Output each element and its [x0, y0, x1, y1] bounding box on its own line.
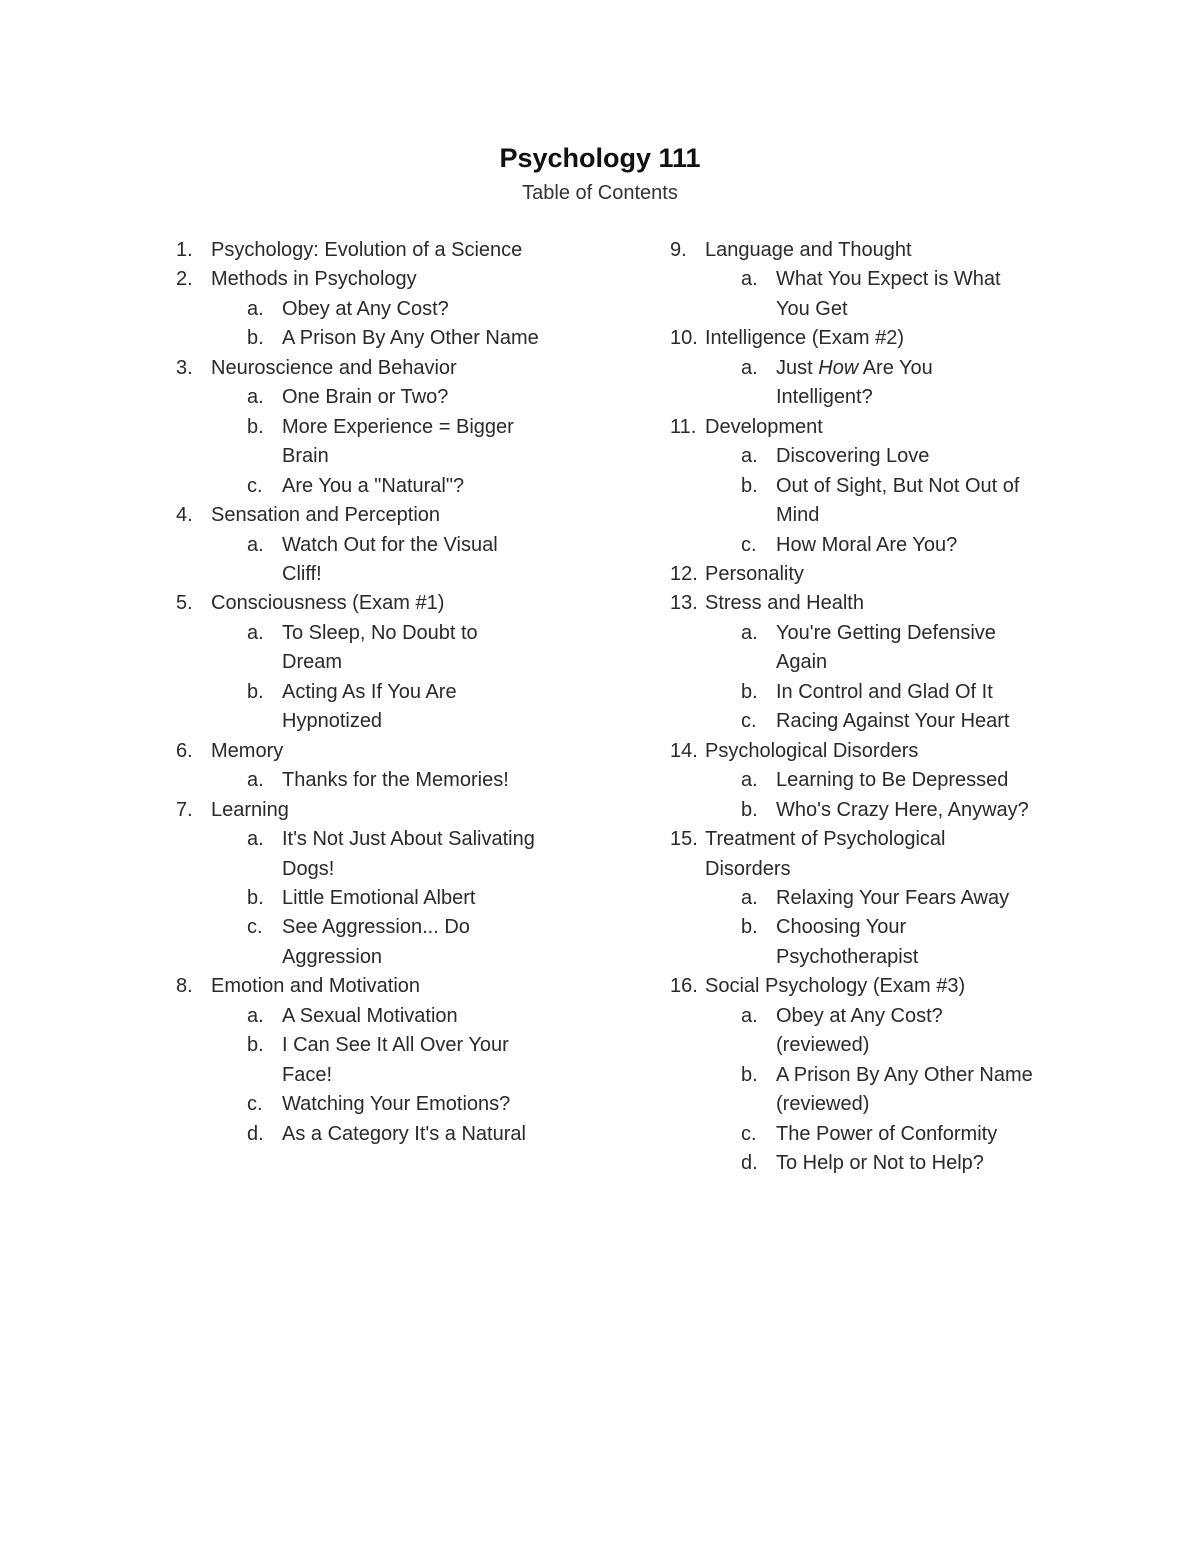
toc-column-left	[176, 236, 596, 1149]
toc-chapter	[176, 589, 596, 618]
subitem-letter: a.	[247, 297, 264, 320]
subitem-title: To Sleep, No Doubt to	[282, 621, 478, 644]
document-title: Psychology 111	[499, 143, 701, 173]
subitem-letter: a.	[741, 1004, 758, 1027]
chapter-title: Methods in Psychology	[211, 268, 417, 291]
subitem-title: Racing Against Your Heart	[776, 710, 1010, 733]
subitem-letter: c.	[741, 1122, 757, 1145]
chapter-number: 16.	[670, 975, 698, 998]
subitem-letter: c.	[741, 533, 757, 556]
toc-subitem	[176, 1002, 596, 1031]
chapter-number: 4.	[176, 504, 193, 527]
toc-subitem-continuation	[176, 707, 596, 736]
chapter-title: Social Psychology (Exam #3)	[705, 975, 966, 998]
toc-subitem-continuation	[176, 648, 596, 677]
subitem-title: One Brain or Two?	[282, 386, 449, 409]
subitem-letter: b.	[741, 916, 758, 939]
subitem-letter: d.	[247, 1122, 264, 1145]
chapter-number: 15.	[670, 828, 698, 851]
chapter-title-cont: Disorders	[705, 857, 791, 880]
subitem-letter: b.	[741, 680, 758, 703]
chapter-number: 12.	[670, 562, 698, 585]
subitem-letter: d.	[741, 1152, 758, 1175]
chapter-number: 5.	[176, 592, 193, 615]
subitem-letter: c.	[741, 710, 757, 733]
toc-chapter	[176, 501, 596, 530]
chapter-title: Sensation and Perception	[211, 504, 441, 527]
toc-subitem	[176, 324, 596, 353]
subitem-title-cont: Face!	[282, 1063, 333, 1086]
toc-subitem	[670, 1002, 1110, 1031]
subitem-title: I Can See It All Over Your	[282, 1034, 509, 1057]
toc-chapter	[670, 589, 1110, 618]
toc-subitem-continuation	[670, 501, 1110, 530]
subitem-title: Watch Out for the Visual	[282, 533, 498, 556]
subitem-title-cont: Dream	[282, 651, 343, 674]
toc-chapter	[176, 236, 596, 265]
toc-chapter	[176, 796, 596, 825]
subitem-title: A Prison By Any Other Name	[282, 327, 539, 350]
chapter-number: 13.	[670, 592, 698, 615]
chapter-title: Psychological Disorders	[705, 739, 919, 762]
chapter-title: Personality	[705, 562, 804, 585]
chapter-number: 14.	[670, 739, 698, 762]
chapter-number: 2.	[176, 268, 193, 291]
toc-chapter	[176, 265, 596, 294]
chapter-title: Psychology: Evolution of a Science	[211, 239, 523, 261]
toc-subitem	[176, 1120, 596, 1149]
toc-subitem	[670, 678, 1110, 707]
toc-subitem-continuation	[176, 1061, 596, 1090]
toc-subitem-continuation	[670, 1090, 1110, 1119]
subitem-letter: c.	[247, 916, 263, 939]
subitem-letter: a.	[741, 621, 758, 644]
toc-chapter	[670, 737, 1110, 766]
subitem-title: To Help or Not to Help?	[776, 1152, 984, 1175]
chapter-number: 1.	[176, 239, 193, 261]
subitem-title-cont: Aggression	[282, 945, 383, 968]
subitem-title: Discovering Love	[776, 445, 930, 468]
document-subtitle: Table of Contents	[522, 182, 678, 204]
toc-subitem-continuation	[176, 855, 596, 884]
chapter-title: Stress and Health	[705, 592, 864, 615]
subitem-letter: b.	[741, 798, 758, 821]
toc-subitem	[670, 766, 1110, 795]
subitem-letter: b.	[247, 886, 264, 909]
subitem-title: Little Emotional Albert	[282, 886, 476, 909]
toc-subitem	[176, 383, 596, 412]
toc-chapter	[670, 825, 1110, 854]
subitem-letter: b.	[247, 1034, 264, 1057]
subitem-title-cont: Mind	[776, 504, 820, 527]
subitem-letter: b.	[247, 415, 264, 438]
toc-subitem	[670, 884, 1110, 913]
toc-subitem-continuation	[176, 442, 596, 471]
chapter-number: 8.	[176, 975, 193, 998]
subitem-title-cont: You Get	[776, 297, 848, 320]
subitem-title-emphasis: How	[818, 356, 859, 379]
toc-subitem	[176, 413, 596, 442]
toc-subitem-continuation	[670, 295, 1110, 324]
toc-subitem	[176, 619, 596, 648]
toc-subitem	[670, 354, 1110, 383]
toc-subitem-continuation	[176, 943, 596, 972]
subitem-title: Relaxing Your Fears Away	[776, 886, 1010, 909]
subitem-letter: a.	[247, 828, 264, 851]
toc-subitem	[670, 472, 1110, 501]
subitem-title	[670, 354, 1110, 383]
subitem-title: As a Category It's a Natural	[282, 1122, 526, 1145]
chapter-title: Memory	[211, 739, 284, 762]
toc-chapter-continuation	[670, 855, 1110, 884]
chapter-number: 10.	[670, 327, 698, 350]
subitem-letter: a.	[247, 533, 264, 556]
toc-subitem	[176, 766, 596, 795]
subitem-letter: b.	[247, 327, 264, 350]
subitem-letter: a.	[247, 1004, 264, 1027]
subitem-letter: c.	[247, 1093, 263, 1116]
chapter-title: Development	[705, 415, 823, 438]
subitem-title: Learning to Be Depressed	[776, 769, 1009, 792]
toc-chapter	[176, 737, 596, 766]
subitem-title: Are You a "Natural"?	[282, 474, 465, 497]
subitem-title-cont: Brain	[282, 445, 329, 468]
chapter-number: 3.	[176, 356, 193, 379]
subitem-letter: a.	[741, 886, 758, 909]
chapter-title: Language and Thought	[705, 239, 912, 261]
toc-subitem	[176, 295, 596, 324]
subitem-letter: a.	[741, 769, 758, 792]
toc-subitem	[176, 913, 596, 942]
subitem-title: Thanks for the Memories!	[282, 769, 509, 792]
toc-subitem	[670, 1061, 1110, 1090]
subitem-title-pre: Just	[776, 356, 819, 379]
toc-subitem	[670, 619, 1110, 648]
subitem-title: A Sexual Motivation	[282, 1004, 458, 1027]
toc-subitem	[670, 1149, 1110, 1178]
toc-subitem	[176, 825, 596, 854]
chapter-title: Neuroscience and Behavior	[211, 356, 457, 379]
subitem-title: You're Getting Defensive	[776, 621, 996, 644]
chapter-number: 6.	[176, 739, 193, 762]
subitem-title-cont: Hypnotized	[282, 710, 383, 733]
subitem-letter: a.	[247, 386, 264, 409]
subitem-letter: a.	[741, 445, 758, 468]
subitem-title: Obey at Any Cost?	[282, 297, 449, 320]
toc-subitem	[176, 1031, 596, 1060]
toc-chapter	[176, 354, 596, 383]
subitem-letter: a.	[741, 268, 758, 291]
subitem-title: See Aggression... Do	[282, 916, 470, 939]
toc-chapter	[670, 236, 1110, 265]
subitem-letter: b.	[741, 1063, 758, 1086]
toc-subitem	[670, 913, 1110, 942]
chapter-title: Consciousness (Exam #1)	[211, 592, 445, 615]
subitem-title-cont: (reviewed)	[776, 1034, 870, 1057]
toc-subitem-continuation	[670, 1031, 1110, 1060]
subitem-title: Out of Sight, But Not Out of	[776, 474, 1020, 497]
chapter-number: 11.	[670, 415, 697, 438]
subitem-title-cont: Intelligent?	[776, 386, 873, 409]
toc-subitem	[176, 884, 596, 913]
subitem-title-cont: Dogs!	[282, 857, 335, 880]
subitem-title-cont: Cliff!	[282, 562, 322, 585]
subitem-title-post: Are You	[858, 356, 933, 379]
toc-subitem-continuation	[670, 383, 1110, 412]
toc-subitem	[670, 531, 1110, 560]
toc-chapter	[670, 324, 1110, 353]
toc-chapter	[670, 413, 1110, 442]
subitem-title: Watching Your Emotions?	[282, 1093, 511, 1116]
subitem-letter: a.	[741, 356, 758, 379]
toc-subitem-continuation	[670, 648, 1110, 677]
subitem-title: A Prison By Any Other Name	[776, 1063, 1033, 1086]
subitem-letter: c.	[247, 474, 263, 497]
subitem-letter: a.	[247, 621, 264, 644]
toc-subitem	[176, 678, 596, 707]
toc-subitem	[670, 796, 1110, 825]
subitem-title-cont: (reviewed)	[776, 1093, 870, 1116]
toc-subitem	[670, 1120, 1110, 1149]
toc-subitem	[670, 265, 1110, 294]
chapter-title: Treatment of Psychological	[705, 828, 946, 851]
subitem-title: Obey at Any Cost?	[776, 1004, 943, 1027]
subitem-letter: a.	[247, 769, 264, 792]
subitem-title: More Experience = Bigger	[282, 415, 514, 438]
chapter-title: Emotion and Motivation	[211, 975, 421, 998]
subitem-title: It's Not Just About Salivating	[282, 828, 535, 851]
subitem-title: How Moral Are You?	[776, 533, 958, 556]
toc-chapter	[670, 972, 1110, 1001]
toc-subitem	[176, 472, 596, 501]
toc-column-right	[670, 236, 1110, 1179]
subitem-letter: b.	[741, 474, 758, 497]
toc-chapter	[670, 560, 1110, 589]
subitem-title-cont: Psychotherapist	[776, 945, 919, 968]
subitem-title-cont: Again	[776, 651, 828, 674]
chapter-title: Learning	[211, 798, 289, 821]
subitem-title: In Control and Glad Of It	[776, 680, 993, 703]
chapter-number: 9.	[670, 239, 687, 261]
toc-subitem	[176, 1090, 596, 1119]
subitem-title: Choosing Your	[776, 916, 907, 939]
toc-subitem-continuation	[176, 560, 596, 589]
subitem-title: The Power of Conformity	[776, 1122, 998, 1145]
chapter-title: Intelligence (Exam #2)	[705, 327, 904, 350]
toc-subitem	[670, 442, 1110, 471]
subitem-title: Who's Crazy Here, Anyway?	[776, 798, 1029, 821]
subitem-letter: b.	[247, 680, 264, 703]
subitem-title: Acting As If You Are	[282, 680, 457, 703]
toc-chapter	[176, 972, 596, 1001]
toc-subitem	[176, 531, 596, 560]
subitem-title: What You Expect is What	[776, 268, 1001, 291]
toc-subitem	[670, 707, 1110, 736]
toc-subitem-continuation	[670, 943, 1110, 972]
chapter-number: 7.	[176, 798, 193, 821]
